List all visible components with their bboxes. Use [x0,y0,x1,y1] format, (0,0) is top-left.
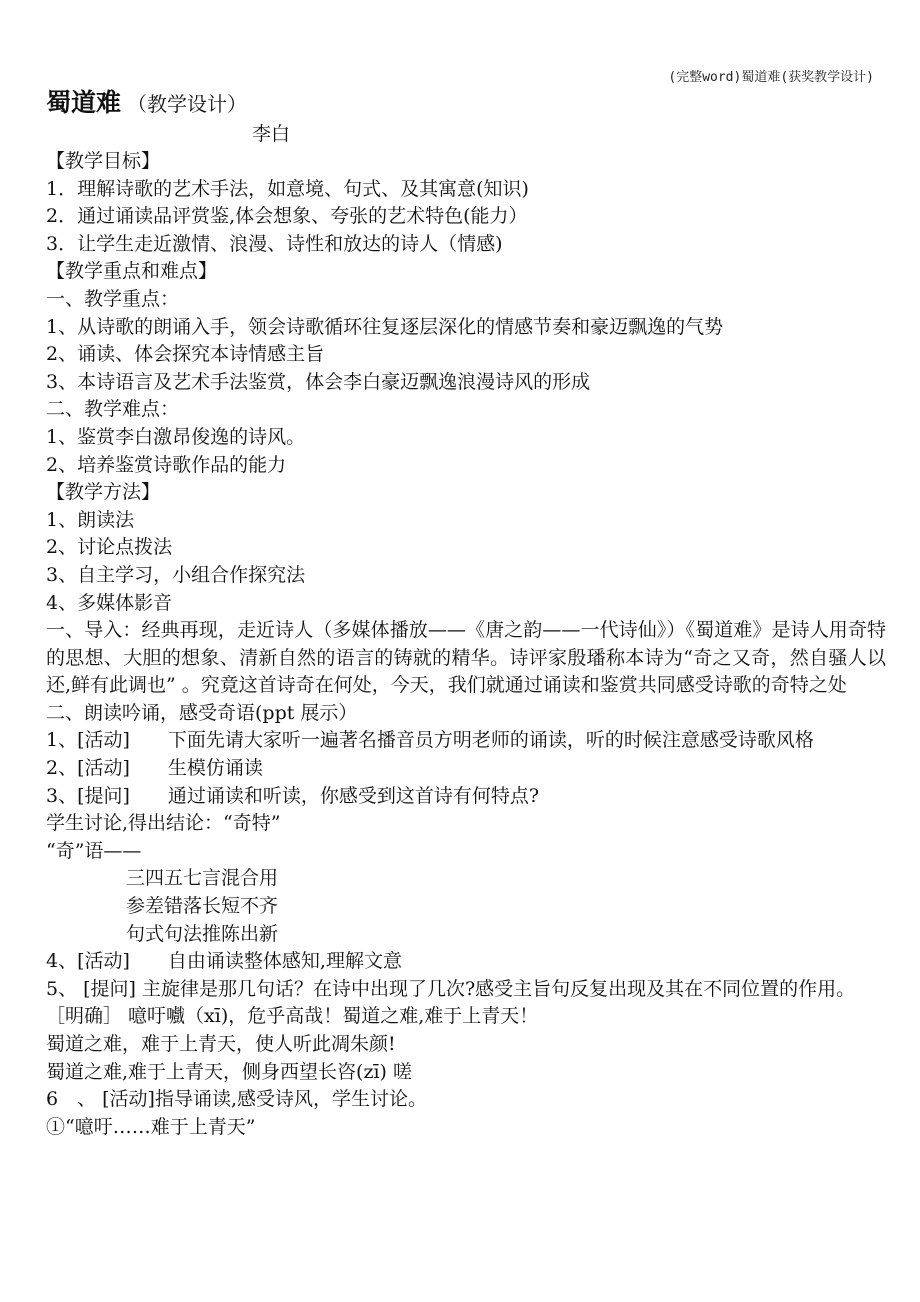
difficulty-1: 1、鉴赏李白激昂俊逸的诗风。 [46,425,306,448]
heading-objectives: 【教学目标】 [46,150,161,172]
objective-2: 2．通过诵读品评赏鉴,体会想象、夸张的艺术特色(能力） [46,205,528,228]
question-3: 3、[提问] 通过诵读和听读，你感受到这首诗有何特点? [46,784,540,807]
key-point-3: 3、本诗语言及艺术手法鉴赏，体会李白豪迈飘逸浪漫诗风的形成 [46,370,591,393]
author: 李白 [252,123,291,145]
running-header: (完整word)蜀道难(获奖教学设计) [668,70,874,85]
refrain-line-3: 蜀道之难,难于上青天，侧身西望长咨(zī) 嗟 [46,1060,412,1083]
qi-point-3: 句式句法推陈出新 [126,922,279,945]
method-3: 3、自主学习，小组合作探究法 [46,563,306,586]
document-body [46,86,886,1141]
document-subtitle: （教学设计） [127,92,248,116]
activity-2: 2、[活动] 生模仿诵读 [46,757,263,780]
discussion-conclusion: 学生讨论,得出结论：“奇特” [46,812,281,835]
intro-paragraph: 一、导入：经典再现，走近诗人（多媒体播放——《唐之韵——一代诗仙》）《蜀道难》是诗人用奇特的思想、大胆的想象、清新自然的语言的铸就的精华。诗评家殷璠称本诗为“奇之又奇，然自骚人以还,鲜有此调也” 。究竟这首诗奇在何处，今天，我们就通过诵读和鉴赏共同感受诗歌的奇特之处 [46,619,886,697]
qi-language-label: “奇”语—— [46,839,142,862]
subheading-key-points: 一、教学重点： [46,287,180,310]
quote-item-1: ①“噫吁……难于上青天” [46,1115,256,1138]
clarification-line: ［明确］ 噫吁嚱（xī)，危乎高哉！蜀道之难,难于上青天！ [46,1005,539,1028]
activity-6: 6 、 [活动]指导诵读,感受诗风，学生讨论。 [46,1088,427,1111]
title-line [46,86,886,120]
question-5-paragraph: 5、 [提问] 主旋律是那几句话？在诗中出现了几次?感受主旨句反复出现及其在不同位置的作用。 [46,977,856,1000]
activity-4: 4、[活动] 自由诵读整体感知,理解文意 [46,950,402,973]
section-2-heading: 二、朗读吟诵，感受奇语(ppt 展示） [46,701,358,724]
method-2: 2、讨论点拨法 [46,536,173,559]
method-1: 1、朗读法 [46,508,135,531]
key-point-1: 1、从诗歌的朗诵入手，领会诗歌循环往复逐层深化的情感节奏和豪迈飘逸的气势 [46,315,724,338]
activity-1-paragraph: 1、[活动] 下面先请大家听一遍著名播音员方明老师的诵读，听的时候注意感受诗歌风格 [46,729,814,752]
qi-point-2: 参差错落长短不齐 [126,895,279,918]
objective-3: 3．让学生走近激情、浪漫、诗性和放达的诗人（情感) [46,232,503,255]
refrain-line-2: 蜀道之难，难于上青天，使人听此凋朱颜! [46,1033,396,1055]
heading-key-points: 【教学重点和难点】 [46,260,218,283]
subheading-difficulties: 二、教学难点： [46,398,180,421]
objective-1: 1．理解诗歌的艺术手法，如意境、句式、及其寓意(知识) [46,177,529,200]
key-point-2: 2、诵读、体会探究本诗情感主旨 [46,343,325,366]
qi-point-1: 三四五七言混合用 [126,867,279,890]
method-4: 4、多媒体影音 [46,591,173,614]
document-title: 蜀道难 [46,88,122,117]
difficulty-2: 2、培养鉴赏诗歌作品的能力 [46,453,287,476]
heading-methods: 【教学方法】 [46,481,161,504]
